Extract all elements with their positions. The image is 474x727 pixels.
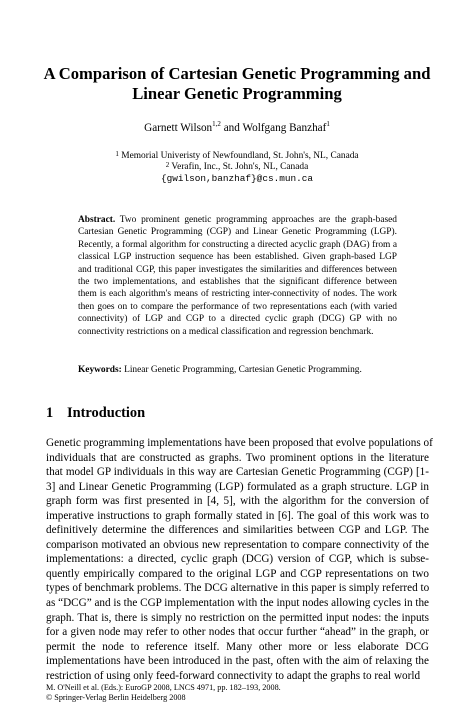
keywords-text: Linear Genetic Programming, Cartesian Genetic Programming. bbox=[121, 365, 362, 375]
abstract-label: Abstract. bbox=[78, 215, 116, 225]
keywords bbox=[78, 364, 397, 376]
body-line: as “DCG” and is the CGP implementation with the input nodes allowing cycles in the bbox=[46, 597, 430, 610]
body-line: comparison motivated an obvious new representation to compare connectivity of the bbox=[46, 538, 429, 551]
body-line: implementations: a directed, cyclic graph (DCG) version of CGP, which is subse- bbox=[46, 553, 429, 566]
body-line: restriction of using only feed-forward connectivity to adapt the graphs to real world bbox=[46, 669, 421, 682]
body-line: graph form was first presented in [4, 5], with the algorithm for the conversion of bbox=[46, 495, 429, 508]
body-line: permit the node to reference itself. Many other more or less elaborate DCG bbox=[46, 640, 429, 653]
body-line: imperative instructions to graph formally stated in [6]. The goal of this work was to bbox=[46, 509, 429, 522]
abstract bbox=[78, 214, 397, 338]
body-line: quently empirically compared to the original LGP and CGP representations on two bbox=[46, 567, 429, 580]
section-heading bbox=[46, 405, 145, 422]
affiliation-text: Verafin, Inc., St. John's, NL, Canada bbox=[169, 162, 309, 172]
title-line-2: Linear Genetic Programming bbox=[132, 83, 342, 103]
body-line: implementations have been introduced in the past, often with the aim of relaxing the bbox=[46, 655, 429, 668]
author-list bbox=[0, 122, 474, 134]
footer-citation: M. O'Neill et al. (Eds.): EuroGP 2008, LNCS 4971, pp. 182–193, 2008. bbox=[46, 683, 281, 692]
footer-copyright: © Springer-Verlag Berlin Heidelberg 2008 bbox=[46, 693, 186, 703]
affiliation-2 bbox=[0, 162, 474, 174]
section-title: Introduction bbox=[67, 405, 146, 421]
author-superscript: 1,2 bbox=[212, 120, 221, 128]
abstract-text: Two prominent genetic programming approaches are the graph-based Cartesian Genetic Programming (CGP) and Linear Genetic Programming (LGP). Recently, a formal algorithm for constructing a directed acyclic graph (DAG) from a classical LGP instruction sequence has been established. Given graph-based LGP and traditional CGP, this paper investigates the similarities and differences between the two implementations, and establishes that the significant difference between them is each algorithm's means of restricting inter-connectivity of nodes. The work then goes on to compare the performance of two representations each (with varied connectivity) of LGP and CGP to a directed cyclic graph (DCG) GP with no connectivity restrictions on a medical classification and regression benchmark. bbox=[78, 215, 397, 337]
body-line: graph. That is, there is simply no restriction on the permitted input nodes: the inputs bbox=[46, 611, 429, 624]
affiliation-text: Memorial Univeristy of Newfoundland, St. John's, NL, Canada bbox=[118, 151, 359, 161]
affiliation-1 bbox=[0, 151, 474, 163]
body-line: that model GP individuals in this way are Cartesian Genetic Programming (CGP) [1- bbox=[46, 466, 429, 479]
author-name: and Wolfgang Banzhaf bbox=[220, 122, 327, 134]
affiliation-superscript: 1 bbox=[115, 150, 119, 158]
author-superscript: 1 bbox=[326, 120, 330, 128]
body-line: for a given node may refer to other nodes that occur further “ahead” in the graph, or bbox=[46, 626, 429, 639]
introduction-body bbox=[46, 436, 433, 683]
body-line: Genetic programming implementations have been proposed that evolve populations of bbox=[46, 437, 433, 449]
footer bbox=[46, 683, 281, 704]
title-line-1: A Comparison of Cartesian Genetic Programming and bbox=[43, 64, 431, 83]
author-email: {gwilson,banzhaf}@cs.mun.ca bbox=[161, 173, 313, 184]
body-line: 3] and Linear Genetic Programming (LGP) formulated as a graph structure. LGP in bbox=[46, 480, 429, 493]
body-line: types of benchmark problems. The DCG alternative in this paper is simply referred to bbox=[46, 582, 430, 595]
author-name: Garnett Wilson bbox=[144, 122, 213, 134]
body-line: definitively determine the differences and similarities between CGP and LGP. The bbox=[46, 524, 429, 537]
body-line: individuals that are constructed as graphs. Two prominent options in the literature bbox=[46, 451, 429, 464]
paper-title bbox=[40, 64, 434, 103]
section-number: 1 bbox=[46, 405, 54, 421]
affiliation-superscript: 2 bbox=[165, 161, 170, 169]
keywords-label: Keywords: bbox=[78, 365, 122, 375]
